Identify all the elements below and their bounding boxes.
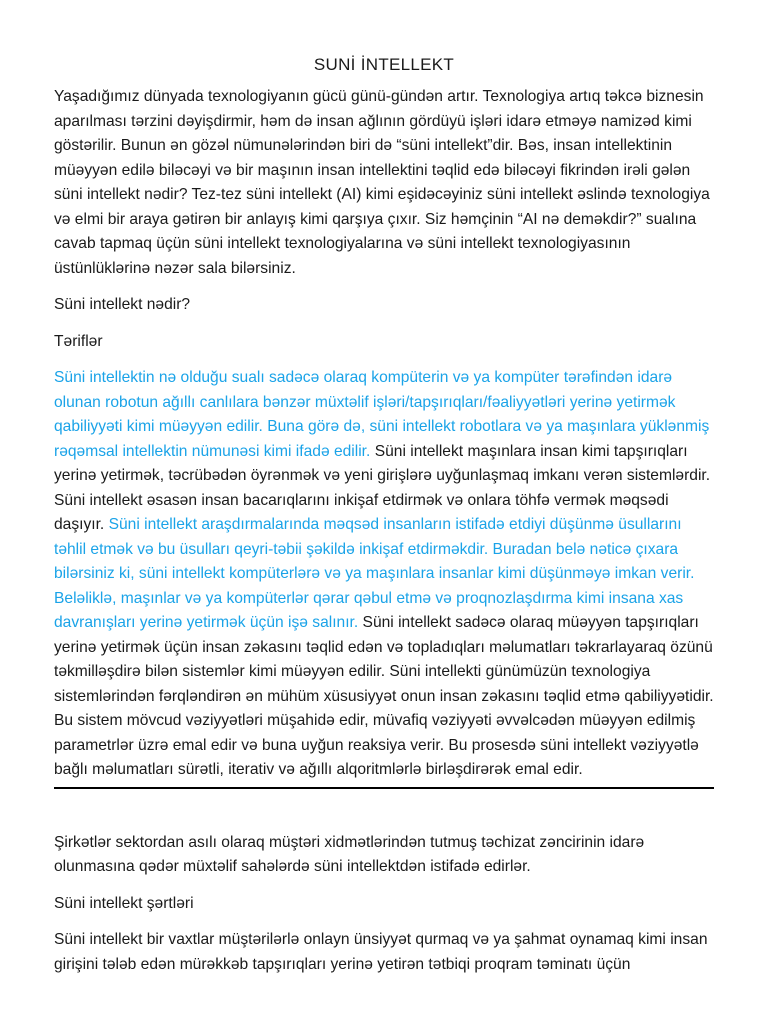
spacer <box>54 789 714 831</box>
highlighted-text-1: Süni intellektin nə olduğu sualı sadəcə olaraq kompüterin və ya kompüter tərəfindən idarə olunan robotun ağıllı canlılara bənzər müxtəlif işləri/tapşırıqları/fəaliyyətləri yerinə yetirmək qabiliyyəti kimi müəyyən edilir. Buna görə də, süni intellekt robotlara və ya maşınlara yüklənmiş rəqəmsal intellektin nümunəsi kimi ifadə edilir. <box>54 369 710 460</box>
section-heading-ai-terms: Süni intellekt şərtləri <box>54 894 194 912</box>
highlighted-text-2: Süni intellekt araşdırmalarında məqsəd insanların istifadə etdiyi düşünmə üsullarını təhlil etmək və bu üsulları qeyri-təbii şəkildə inkişaf etdirməkdir. Buradan belə nəticə çıxara bilərsiniz ki, süni intellekt kompüterlərə və ya maşınlara insanlar kimi düşünməyə imkan verir. Beləliklə, maşınlar və ya kompüterlər qərar qəbul etmə və proqnozlaşdırma kimi insana xas davranışları yerinə yetirmək üçün işə salınır. <box>54 516 695 631</box>
intro-paragraph: Yaşadığımız dünyada texnologiyanın gücü günü-gündən artır. Texnologiya artıq təkcə biznesin aparılması tərzini dəyişdirmir, həm də insan ağlının gördüyü işləri idarə etməyə namizəd kimi göstərilir. Bunun ən gözəl nümunələrindən biri də “süni intellekt”dir. Bəs, insan intellektinin müəyyən edilə biləcəyi və bir maşının insan intellektini təqlid edə biləcəyi fikrindən irəli gələn süni intellekt nədir? Tez-tez süni intellekt (AI) kimi eşidəcəyiniz süni intellekt əslində texnologiya və elmi bir araya gətirən bir anlayış kimi qarşıya çıxır. Siz həmçinin “AI nə deməkdir?” sualına cavab tapmaq üçün süni intellekt texnologiyalarına və süni intellekt texnologiyasının üstünlüklərinə nəzər sala bilərsiniz. <box>54 88 710 277</box>
plain-text-1: Süni intellekt maşınlara insan kimi tapşırıqları yerinə yetirmək, təcrübədən öyrənmək və yeni girişlərə uyğunlaşmaq imkanı verən sistemlərdir. Süni intellekt əsasən insan bacarıqlarını inkişaf etdirmək və onlara töhfə vermək məqsədi daşıyır. <box>54 442 711 533</box>
section-heading-what-is-ai: Süni intellekt nədir? <box>54 296 191 313</box>
definitions-paragraph <box>54 366 714 783</box>
document-title: SUNİ İNTELLEKT <box>313 55 455 74</box>
section-heading-definitions: Təriflər <box>54 332 103 350</box>
plain-text-2: Süni intellekt sadəcə olaraq müəyyən tapşırıqları yerinə yetirmək üçün insan zəkasını təqlid edən və topladıqları məlumatları təkrarlayaraq özünü təkmilləşdirə bilən sistemlər kimi müəyyən edilir. Süni intellekti günümüzün texnologiya sistemlərindən fərqləndirən ən mühüm xüsusiyyət onun insan zəkasını təqlid etmə qabiliyyətidir. Bu sistem mövcud vəziyyətləri müşahidə edir, müvafiq vəziyyəti əvvəlcədən müəyyən edilmiş parametrlər üzrə emal edir və buna uyğun reaksiya verir. Bu prosesdə süni intellekt vəziyyətlə bağlı məlumatları sürətli, iterativ və ağıllı alqoritmlərlə birləşdirərək emal edir. <box>54 614 714 778</box>
ai-terms-paragraph: Süni intellekt bir vaxtlar müştərilərlə onlayn ünsiyyət qurmaq və ya şahmat oynamaq kimi insan girişini tələb edən mürəkkəb tapşırıqları yerinə yetirən tətbiqi proqram təminatı üçün <box>54 931 708 973</box>
sectors-paragraph: Şirkətlər sektordan asılı olaraq müştəri xidmətlərindən tutmuş təchizat zəncirinin idarə olunmasına qədər müxtəlif sahələrdə süni intellektdən istifadə edirlər. <box>54 833 645 875</box>
